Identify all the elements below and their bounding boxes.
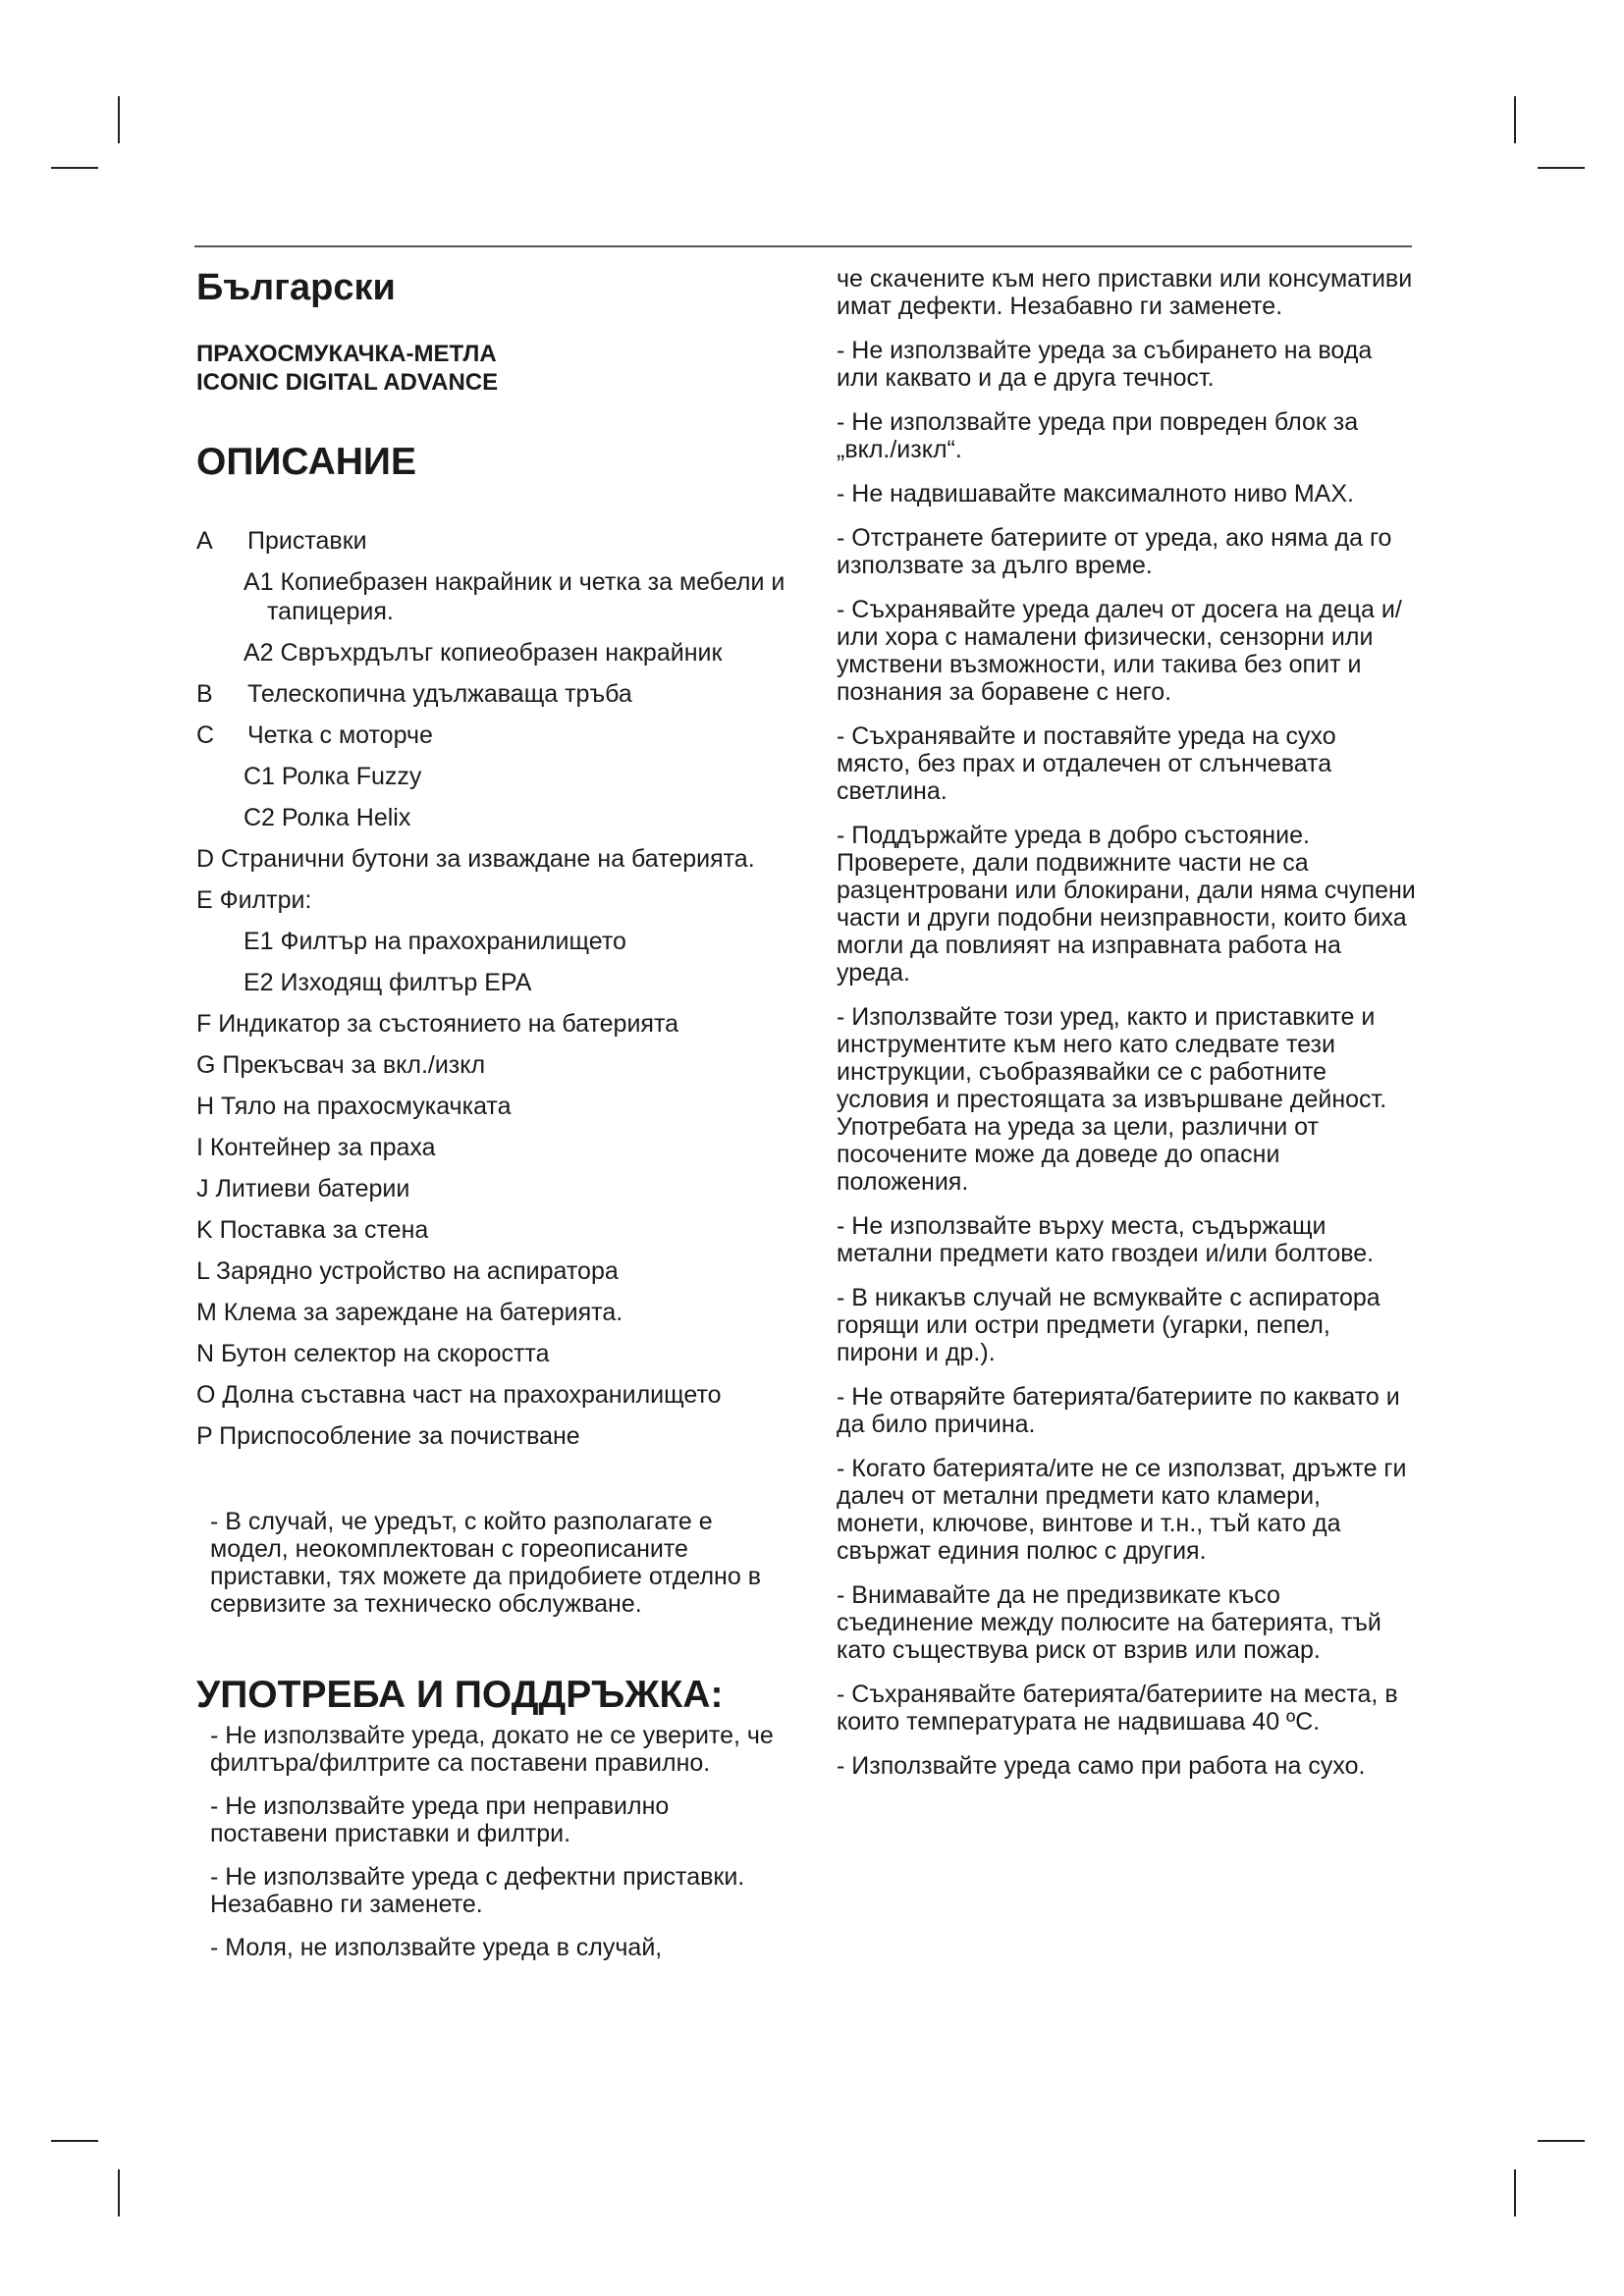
list-item: - Поддържайте уреда в добро състояние. Проверете, дали подвижните части не са разцентровани или блокирани, дали няма счупени части и други подобни неизправности, които биха могли да повлияят на изправната работа на уреда. bbox=[837, 822, 1416, 987]
language-title: Български bbox=[196, 267, 396, 308]
usage-list-right bbox=[837, 265, 1416, 1780]
list-item: K Поставка за стена bbox=[196, 1216, 429, 1244]
crop-mark bbox=[1514, 2169, 1516, 2216]
list-item: M Клема за зареждане на батерията. bbox=[196, 1299, 623, 1326]
list-item: E Филтри: bbox=[196, 886, 312, 914]
list-item: A2 Свръхрдълъг копиеобразен накрайник bbox=[244, 639, 723, 667]
description-list bbox=[196, 526, 785, 1451]
list-item: C2 Ролка Helix bbox=[244, 804, 411, 831]
list-item: G Прекъсвач за вкл./изкл bbox=[196, 1051, 486, 1079]
product-name-line2: ICONIC DIGITAL ADVANCE bbox=[196, 369, 499, 396]
right-column bbox=[837, 265, 1416, 1796]
usage-title: УПОТРЕБА И ПОДДРЪЖКА: bbox=[196, 1674, 724, 1716]
list-item: A Приставки bbox=[196, 527, 367, 555]
list-item: O Долна съставна част на прахохранилището bbox=[196, 1381, 722, 1409]
list-item: - Съхранявайте батерията/батериите на места, в които температурата не надвишава 40 ºC. bbox=[837, 1681, 1398, 1735]
list-item: F Индикатор за състоянието на батерията bbox=[196, 1010, 679, 1038]
list-item: D Странични бутони за изваждане на батерията. bbox=[196, 845, 755, 873]
product-name-line1: ПРАХОСМУКАЧКА-МЕТЛА bbox=[196, 341, 497, 367]
list-item: - В никакъв случай не всмуквайте с аспиратора горящи или остри предмети (угарки, пепел, пирони и др.). bbox=[837, 1284, 1380, 1366]
list-item: - Не използвайте уреда, докато не се уверите, че филтъра/филтрите са поставени правилно. bbox=[210, 1722, 774, 1777]
list-item: I Контейнер за праха bbox=[196, 1134, 436, 1161]
list-item: - Отстранете батериите от уреда, ако няма да го използвате за дълго време. bbox=[837, 524, 1392, 579]
list-item: P Приспособление за почистване bbox=[196, 1422, 580, 1450]
list-item: J Литиеви батерии bbox=[196, 1175, 410, 1202]
crop-mark bbox=[118, 2169, 120, 2216]
list-item: - Внимавайте да не предизвикате късо съединение между полюсите на батерията, тъй като съществува риск от взрив или пожар. bbox=[837, 1581, 1381, 1664]
list-item: - Съхранявайте и поставяйте уреда на сухо място, без прах и отдалечен от слънчевата светлина. bbox=[837, 722, 1336, 805]
list-item: - Моля, не използвайте уреда в случай, bbox=[210, 1934, 663, 1961]
list-item: - Използвайте този уред, както и приставките и инструментите към него като следвате тези инструкции, съобразявайки се с работните условия и престоящата за извършване дейност. Употребата на уреда за цели, различни от посочените може да доведе до опасни положения. bbox=[837, 1003, 1387, 1196]
list-item: - Не използвайте уреда с дефектни приставки. Незабавно ги заменете. bbox=[210, 1863, 745, 1918]
list-item: A1 Копиебразен накрайник и четка за мебели и тапицерия. bbox=[244, 568, 785, 625]
crop-mark bbox=[51, 167, 98, 169]
list-item: - Не отваряйте батерията/батериите по каквато и да било причина. bbox=[837, 1383, 1400, 1438]
crop-mark bbox=[51, 2140, 98, 2142]
list-item: - Не използвайте уреда при неправилно поставени приставки и филтри. bbox=[210, 1792, 670, 1847]
crop-mark bbox=[1514, 96, 1516, 143]
crop-mark bbox=[118, 96, 120, 143]
list-item: E2 Изходящ филтър EPA bbox=[244, 969, 532, 996]
list-item: L Зарядно устройство на аспиратора bbox=[196, 1257, 619, 1285]
list-item: B Телескопична удължаваща тръба bbox=[196, 680, 632, 708]
crop-mark bbox=[1538, 167, 1585, 169]
list-item: - Не използвайте уреда за събирането на вода или каквато и да е друга течност. bbox=[837, 337, 1373, 392]
list-item: - Не използвайте уреда при повреден блок за „вкл./изкл“. bbox=[837, 408, 1359, 463]
list-item: C1 Ролка Fuzzy bbox=[244, 763, 422, 790]
list-item: - Когато батерията/ите не се използват, дръжте ги далеч от метални предмети като кламери, монети, ключове, винтове и т.н., тъй като да свържат единия полюс с другия. bbox=[837, 1455, 1407, 1565]
list-item: N Бутон селектор на скоростта bbox=[196, 1340, 550, 1367]
description-title: ОПИСАНИЕ bbox=[196, 441, 416, 483]
crop-mark bbox=[1538, 2140, 1585, 2142]
accessories-note: - В случай, че уредът, с който разполагате е модел, неокомплектован с гореописаните приставки, тях можете да придобиете отделно в сервизите за техническо обслужване. bbox=[210, 1508, 761, 1618]
list-item: - Не използвайте върху места, съдържащи метални предмети като гвоздеи и/или болтове. bbox=[837, 1212, 1375, 1267]
list-item: че скачените към него приставки или консумативи имат дефекти. Незабавно ги заменете. bbox=[837, 265, 1413, 320]
list-item: C Четка с моторче bbox=[196, 721, 433, 749]
list-item: - Използвайте уреда само при работа на сухо. bbox=[837, 1752, 1366, 1780]
usage-list-left bbox=[210, 1722, 785, 1961]
list-item: - Съхранявайте уреда далеч от досега на деца и/или хора с намалени физически, сензорни или умствени възможности, или такива без опит и познания за боравене с него. bbox=[837, 596, 1402, 706]
list-item: E1 Филтър на прахохранилището bbox=[244, 928, 626, 955]
header-rule bbox=[194, 245, 1412, 247]
left-column bbox=[196, 265, 785, 1977]
list-item: H Тяло на прахосмукачката bbox=[196, 1093, 512, 1120]
list-item: - Не надвишавайте максималното ниво MAX. bbox=[837, 480, 1354, 507]
